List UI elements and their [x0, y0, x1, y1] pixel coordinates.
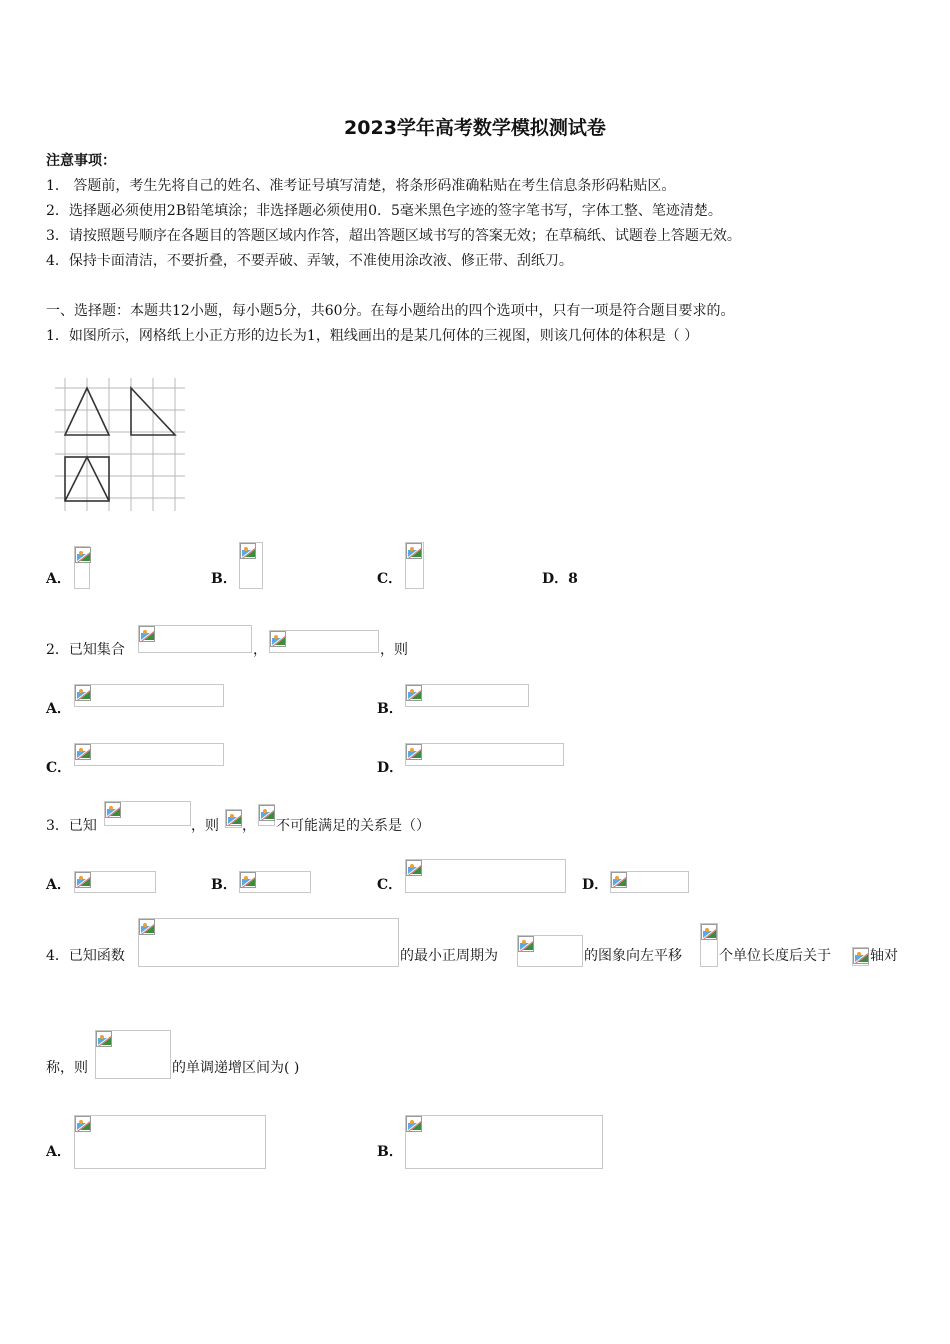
- question-3-stem-a: 3．已知: [46, 818, 97, 834]
- question-4-stem-d: 个单位长度后关于: [719, 948, 831, 964]
- q2-option-b-image: [405, 684, 529, 707]
- q2-option-d[interactable]: D．: [377, 760, 404, 776]
- q2-option-a-image: [74, 684, 224, 707]
- q1-option-b[interactable]: B．: [211, 571, 237, 587]
- q1-option-a[interactable]: A．: [46, 571, 71, 587]
- question-4-stem-e: 轴对: [870, 948, 898, 964]
- question-4-stem-c: 的图象向左平移: [584, 948, 682, 964]
- q3-var-b-image: [258, 804, 275, 826]
- q4-period-image: [517, 935, 583, 967]
- question-4-stem-g: 的单调递增区间为( ): [172, 1060, 300, 1076]
- q3-option-a-image: [74, 871, 156, 893]
- notice-heading: 注意事项：: [46, 153, 116, 169]
- question-4-stem-f: 称，则: [46, 1060, 88, 1076]
- notice-item-2: 2．选择题必须使用2B铅笔填涂；非选择题必须使用0．5毫米黑色字迹的签字笔书写，字体工整、笔迹清楚。: [46, 203, 722, 219]
- q2-option-c[interactable]: C．: [46, 760, 72, 776]
- q3-var-a-image: [225, 809, 242, 828]
- q4-axis-image: [852, 947, 869, 966]
- notice-item-1: 1． 答题前，考生先将自己的姓名、准考证号填写清楚，将条形码准确粘贴在考生信息条形码粘贴区。: [46, 178, 676, 194]
- q4-function-image: [138, 918, 399, 967]
- q3-option-b[interactable]: B．: [211, 877, 237, 893]
- q2-option-a[interactable]: A．: [46, 701, 71, 717]
- question-2-stem-a: 2．已知集合: [46, 642, 125, 658]
- q2-set-b-image: [269, 630, 379, 653]
- q4-option-a-image: [74, 1115, 266, 1169]
- q3-option-a[interactable]: A．: [46, 877, 71, 893]
- q3-option-c[interactable]: C．: [377, 877, 403, 893]
- q1-option-d[interactable]: D．8: [542, 571, 578, 587]
- question-3-stem-b: ，则: [191, 818, 219, 834]
- question-2-stem-c: ，则: [380, 642, 408, 658]
- question-4-stem-a: 4．已知函数: [46, 948, 125, 964]
- q3-option-d-image: [610, 871, 689, 893]
- q1-option-c-image: [405, 542, 424, 589]
- q2-set-a-image: [138, 625, 252, 653]
- question-4-stem-b: 的最小正周期为: [400, 948, 498, 964]
- three-view-figure: [55, 378, 187, 513]
- q3-option-b-image: [239, 871, 311, 893]
- question-1-stem: 1．如图所示，网格纸上小正方形的边长为1，粗线画出的是某几何体的三视图，则该几何体的体积是（ ）: [46, 328, 699, 344]
- q2-option-b[interactable]: B．: [377, 701, 403, 717]
- q3-given-image: [104, 801, 191, 826]
- q4-g-image: [95, 1030, 171, 1079]
- q1-option-a-image: [74, 546, 90, 589]
- notice-item-4: 4．保持卡面清洁，不要折叠，不要弄破、弄皱，不准使用涂改液、修正带、刮纸刀。: [46, 253, 573, 269]
- q4-option-b-image: [405, 1115, 603, 1169]
- q4-option-b[interactable]: B．: [377, 1144, 403, 1160]
- q3-option-d[interactable]: D．: [582, 877, 609, 893]
- question-2-stem-b: ，: [253, 642, 267, 658]
- question-3-stem-d: 不可能满足的关系是（）: [276, 818, 430, 834]
- q2-option-d-image: [405, 743, 564, 766]
- notice-item-3: 3．请按照题号顺序在各题目的答题区域内作答，超出答题区域书写的答案无效；在草稿纸、试题卷上答题无效。: [46, 228, 741, 244]
- section-heading: 一、选择题：本题共12小题，每小题5分，共60分。在每小题给出的四个选项中，只有一项是符合题目要求的。: [46, 303, 735, 319]
- q4-shift-image: [700, 923, 718, 967]
- question-3-stem-c: ，: [242, 818, 256, 834]
- q2-option-c-image: [74, 743, 224, 766]
- page-title: 2023学年高考数学模拟测试卷: [344, 117, 606, 139]
- q4-option-a[interactable]: A．: [46, 1144, 71, 1160]
- q1-option-c[interactable]: C．: [377, 571, 403, 587]
- q1-option-b-image: [239, 542, 263, 589]
- q3-option-c-image: [405, 859, 566, 893]
